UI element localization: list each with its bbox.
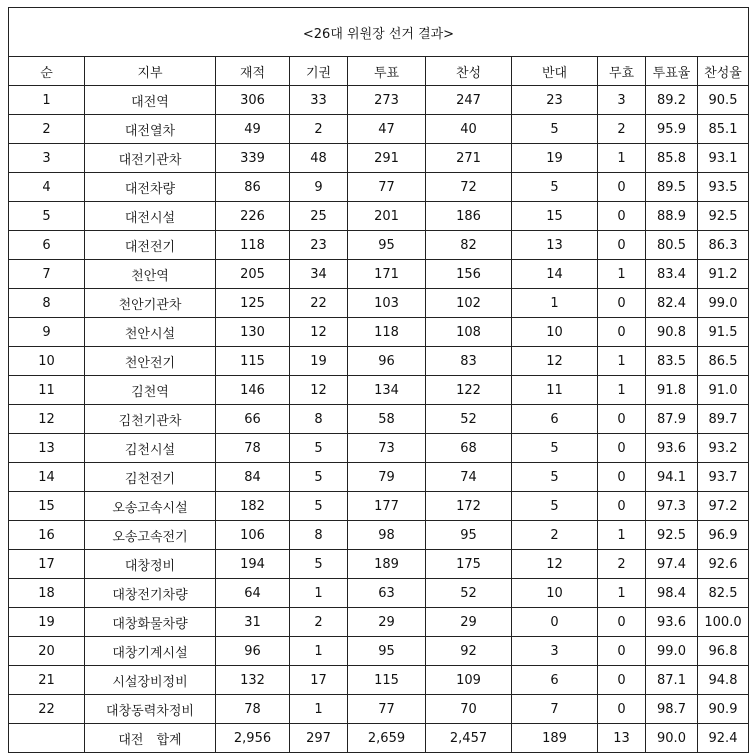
cell-branch: 천안역 xyxy=(85,260,216,289)
cell-branch: 천안전기 xyxy=(85,347,216,376)
cell-enrolled: 130 xyxy=(216,318,290,347)
table-row xyxy=(9,550,749,579)
cell-no: 16 xyxy=(9,521,85,550)
cell-enrolled: 86 xyxy=(216,173,290,202)
cell-votes: 291 xyxy=(348,144,426,173)
cell-invalid: 0 xyxy=(598,492,646,521)
table-row xyxy=(9,289,749,318)
total-cell-turnout: 90.0 xyxy=(646,724,698,753)
cell-no-vote: 23 xyxy=(512,86,598,115)
cell-turnout: 88.9 xyxy=(646,202,698,231)
cell-votes: 63 xyxy=(348,579,426,608)
cell-enrolled: 84 xyxy=(216,463,290,492)
cell-yes: 175 xyxy=(426,550,512,579)
cell-enrolled: 125 xyxy=(216,289,290,318)
cell-yes: 29 xyxy=(426,608,512,637)
cell-invalid: 0 xyxy=(598,231,646,260)
cell-no-vote: 5 xyxy=(512,173,598,202)
cell-invalid: 0 xyxy=(598,173,646,202)
cell-no-vote: 15 xyxy=(512,202,598,231)
table-row xyxy=(9,579,749,608)
total-cell-votes: 2,659 xyxy=(348,724,426,753)
cell-branch: 대창기계시설 xyxy=(85,637,216,666)
cell-no-vote: 1 xyxy=(512,289,598,318)
cell-no: 3 xyxy=(9,144,85,173)
title-row xyxy=(9,8,749,57)
cell-yes: 82 xyxy=(426,231,512,260)
cell-yes: 247 xyxy=(426,86,512,115)
cell-no: 7 xyxy=(9,260,85,289)
cell-no: 11 xyxy=(9,376,85,405)
cell-turnout: 98.4 xyxy=(646,579,698,608)
header-row xyxy=(9,57,749,86)
cell-approval: 92.5 xyxy=(698,202,749,231)
cell-no: 5 xyxy=(9,202,85,231)
cell-votes: 103 xyxy=(348,289,426,318)
cell-enrolled: 66 xyxy=(216,405,290,434)
cell-turnout: 93.6 xyxy=(646,434,698,463)
cell-invalid: 2 xyxy=(598,550,646,579)
cell-votes: 273 xyxy=(348,86,426,115)
cell-votes: 79 xyxy=(348,463,426,492)
cell-no: 9 xyxy=(9,318,85,347)
cell-abstain: 22 xyxy=(290,289,348,318)
cell-approval: 96.8 xyxy=(698,637,749,666)
cell-approval: 100.0 xyxy=(698,608,749,637)
cell-no: 1 xyxy=(9,86,85,115)
cell-approval: 93.7 xyxy=(698,463,749,492)
cell-approval: 86.3 xyxy=(698,231,749,260)
cell-branch: 김천역 xyxy=(85,376,216,405)
table-row xyxy=(9,463,749,492)
cell-approval: 86.5 xyxy=(698,347,749,376)
cell-turnout: 90.8 xyxy=(646,318,698,347)
table-row xyxy=(9,144,749,173)
header-turnout: 투표율 xyxy=(646,57,698,86)
cell-votes: 47 xyxy=(348,115,426,144)
table-row xyxy=(9,318,749,347)
cell-approval: 91.0 xyxy=(698,376,749,405)
cell-turnout: 97.4 xyxy=(646,550,698,579)
table-row xyxy=(9,405,749,434)
cell-no: 15 xyxy=(9,492,85,521)
cell-yes: 52 xyxy=(426,579,512,608)
cell-turnout: 85.8 xyxy=(646,144,698,173)
cell-yes: 172 xyxy=(426,492,512,521)
cell-votes: 58 xyxy=(348,405,426,434)
header-votes: 투표 xyxy=(348,57,426,86)
cell-votes: 29 xyxy=(348,608,426,637)
cell-abstain: 9 xyxy=(290,173,348,202)
cell-votes: 95 xyxy=(348,231,426,260)
cell-votes: 171 xyxy=(348,260,426,289)
cell-no-vote: 7 xyxy=(512,695,598,724)
cell-no: 4 xyxy=(9,173,85,202)
header-branch: 지부 xyxy=(85,57,216,86)
header-abstain: 기권 xyxy=(290,57,348,86)
cell-no-vote: 3 xyxy=(512,637,598,666)
cell-enrolled: 118 xyxy=(216,231,290,260)
table-row xyxy=(9,492,749,521)
total-cell-no-vote: 189 xyxy=(512,724,598,753)
cell-enrolled: 106 xyxy=(216,521,290,550)
cell-no-vote: 10 xyxy=(512,579,598,608)
cell-yes: 102 xyxy=(426,289,512,318)
cell-yes: 92 xyxy=(426,637,512,666)
cell-invalid: 0 xyxy=(598,405,646,434)
cell-invalid: 0 xyxy=(598,318,646,347)
total-cell-enrolled: 2,956 xyxy=(216,724,290,753)
election-results-table xyxy=(8,7,749,753)
cell-abstain: 33 xyxy=(290,86,348,115)
cell-abstain: 17 xyxy=(290,666,348,695)
cell-turnout: 91.8 xyxy=(646,376,698,405)
cell-turnout: 93.6 xyxy=(646,608,698,637)
cell-enrolled: 182 xyxy=(216,492,290,521)
cell-turnout: 87.9 xyxy=(646,405,698,434)
table-row xyxy=(9,666,749,695)
cell-no: 13 xyxy=(9,434,85,463)
total-cell-approval: 92.4 xyxy=(698,724,749,753)
cell-invalid: 0 xyxy=(598,695,646,724)
cell-invalid: 0 xyxy=(598,463,646,492)
cell-turnout: 92.5 xyxy=(646,521,698,550)
cell-yes: 83 xyxy=(426,347,512,376)
cell-yes: 40 xyxy=(426,115,512,144)
cell-branch: 천안시설 xyxy=(85,318,216,347)
cell-branch: 김천시설 xyxy=(85,434,216,463)
cell-votes: 96 xyxy=(348,347,426,376)
cell-branch: 대창동력차정비 xyxy=(85,695,216,724)
cell-enrolled: 78 xyxy=(216,695,290,724)
cell-votes: 134 xyxy=(348,376,426,405)
cell-abstain: 19 xyxy=(290,347,348,376)
table-title: <26대 위원장 선거 결과> xyxy=(9,8,749,57)
cell-invalid: 0 xyxy=(598,666,646,695)
cell-no: 17 xyxy=(9,550,85,579)
cell-yes: 74 xyxy=(426,463,512,492)
cell-branch: 김천기관차 xyxy=(85,405,216,434)
results-table-container xyxy=(8,7,749,753)
cell-approval: 85.1 xyxy=(698,115,749,144)
header-approval: 찬성율 xyxy=(698,57,749,86)
cell-abstain: 34 xyxy=(290,260,348,289)
cell-no: 8 xyxy=(9,289,85,318)
cell-no-vote: 19 xyxy=(512,144,598,173)
cell-no-vote: 11 xyxy=(512,376,598,405)
cell-no: 20 xyxy=(9,637,85,666)
total-cell-abstain: 297 xyxy=(290,724,348,753)
cell-invalid: 1 xyxy=(598,144,646,173)
cell-branch: 천안기관차 xyxy=(85,289,216,318)
cell-abstain: 2 xyxy=(290,115,348,144)
cell-votes: 77 xyxy=(348,695,426,724)
cell-abstain: 23 xyxy=(290,231,348,260)
cell-branch: 대전역 xyxy=(85,86,216,115)
cell-yes: 109 xyxy=(426,666,512,695)
table-row xyxy=(9,115,749,144)
cell-no-vote: 10 xyxy=(512,318,598,347)
cell-branch: 대전시설 xyxy=(85,202,216,231)
table-row xyxy=(9,695,749,724)
cell-enrolled: 194 xyxy=(216,550,290,579)
cell-branch: 대전기관차 xyxy=(85,144,216,173)
cell-votes: 77 xyxy=(348,173,426,202)
cell-no: 21 xyxy=(9,666,85,695)
cell-approval: 96.9 xyxy=(698,521,749,550)
cell-votes: 118 xyxy=(348,318,426,347)
cell-enrolled: 78 xyxy=(216,434,290,463)
cell-yes: 271 xyxy=(426,144,512,173)
cell-enrolled: 146 xyxy=(216,376,290,405)
cell-turnout: 94.1 xyxy=(646,463,698,492)
cell-turnout: 98.7 xyxy=(646,695,698,724)
table-row xyxy=(9,434,749,463)
cell-abstain: 1 xyxy=(290,637,348,666)
total-cell-invalid: 13 xyxy=(598,724,646,753)
cell-invalid: 2 xyxy=(598,115,646,144)
cell-no-vote: 5 xyxy=(512,492,598,521)
header-no: 순 xyxy=(9,57,85,86)
total-cell-yes: 2,457 xyxy=(426,724,512,753)
cell-approval: 90.5 xyxy=(698,86,749,115)
cell-branch: 대전전기 xyxy=(85,231,216,260)
cell-abstain: 5 xyxy=(290,463,348,492)
cell-turnout: 82.4 xyxy=(646,289,698,318)
cell-invalid: 1 xyxy=(598,260,646,289)
cell-votes: 201 xyxy=(348,202,426,231)
cell-yes: 156 xyxy=(426,260,512,289)
cell-approval: 99.0 xyxy=(698,289,749,318)
cell-turnout: 97.3 xyxy=(646,492,698,521)
cell-turnout: 87.1 xyxy=(646,666,698,695)
cell-abstain: 1 xyxy=(290,695,348,724)
cell-abstain: 25 xyxy=(290,202,348,231)
cell-votes: 98 xyxy=(348,521,426,550)
header-enrolled: 재적 xyxy=(216,57,290,86)
cell-no-vote: 2 xyxy=(512,521,598,550)
cell-yes: 52 xyxy=(426,405,512,434)
cell-abstain: 48 xyxy=(290,144,348,173)
cell-no: 19 xyxy=(9,608,85,637)
cell-branch: 시설장비정비 xyxy=(85,666,216,695)
cell-invalid: 1 xyxy=(598,521,646,550)
cell-enrolled: 115 xyxy=(216,347,290,376)
cell-invalid: 0 xyxy=(598,434,646,463)
cell-enrolled: 64 xyxy=(216,579,290,608)
cell-approval: 93.5 xyxy=(698,173,749,202)
cell-no-vote: 5 xyxy=(512,115,598,144)
cell-approval: 82.5 xyxy=(698,579,749,608)
cell-no-vote: 6 xyxy=(512,666,598,695)
cell-votes: 115 xyxy=(348,666,426,695)
cell-yes: 68 xyxy=(426,434,512,463)
cell-branch: 대창전기차량 xyxy=(85,579,216,608)
cell-enrolled: 226 xyxy=(216,202,290,231)
cell-turnout: 89.5 xyxy=(646,173,698,202)
cell-no: 6 xyxy=(9,231,85,260)
cell-no: 2 xyxy=(9,115,85,144)
cell-enrolled: 306 xyxy=(216,86,290,115)
cell-approval: 92.6 xyxy=(698,550,749,579)
cell-no-vote: 12 xyxy=(512,347,598,376)
cell-enrolled: 132 xyxy=(216,666,290,695)
cell-enrolled: 339 xyxy=(216,144,290,173)
cell-enrolled: 31 xyxy=(216,608,290,637)
cell-approval: 90.9 xyxy=(698,695,749,724)
cell-votes: 177 xyxy=(348,492,426,521)
table-row xyxy=(9,202,749,231)
cell-approval: 93.1 xyxy=(698,144,749,173)
cell-votes: 73 xyxy=(348,434,426,463)
cell-branch: 대전차량 xyxy=(85,173,216,202)
cell-no-vote: 13 xyxy=(512,231,598,260)
cell-abstain: 5 xyxy=(290,434,348,463)
cell-approval: 89.7 xyxy=(698,405,749,434)
table-row xyxy=(9,260,749,289)
cell-abstain: 5 xyxy=(290,492,348,521)
cell-no: 18 xyxy=(9,579,85,608)
cell-no-vote: 6 xyxy=(512,405,598,434)
cell-turnout: 83.4 xyxy=(646,260,698,289)
cell-votes: 95 xyxy=(348,637,426,666)
cell-turnout: 80.5 xyxy=(646,231,698,260)
cell-invalid: 1 xyxy=(598,347,646,376)
cell-branch: 오송고속전기 xyxy=(85,521,216,550)
cell-invalid: 3 xyxy=(598,86,646,115)
cell-enrolled: 96 xyxy=(216,637,290,666)
cell-enrolled: 49 xyxy=(216,115,290,144)
cell-branch: 김천전기 xyxy=(85,463,216,492)
cell-no: 14 xyxy=(9,463,85,492)
cell-abstain: 5 xyxy=(290,550,348,579)
table-row xyxy=(9,347,749,376)
cell-yes: 70 xyxy=(426,695,512,724)
total-cell-branch: 대전 합계 xyxy=(85,724,216,753)
cell-approval: 91.5 xyxy=(698,318,749,347)
cell-turnout: 89.2 xyxy=(646,86,698,115)
cell-no: 10 xyxy=(9,347,85,376)
cell-yes: 95 xyxy=(426,521,512,550)
table-row xyxy=(9,637,749,666)
cell-turnout: 99.0 xyxy=(646,637,698,666)
cell-no-vote: 12 xyxy=(512,550,598,579)
cell-no-vote: 5 xyxy=(512,434,598,463)
cell-abstain: 8 xyxy=(290,521,348,550)
cell-abstain: 12 xyxy=(290,376,348,405)
cell-yes: 122 xyxy=(426,376,512,405)
header-no-vote: 반대 xyxy=(512,57,598,86)
cell-turnout: 83.5 xyxy=(646,347,698,376)
cell-invalid: 0 xyxy=(598,637,646,666)
total-cell-no xyxy=(9,724,85,753)
cell-abstain: 8 xyxy=(290,405,348,434)
cell-branch: 대창정비 xyxy=(85,550,216,579)
cell-no: 22 xyxy=(9,695,85,724)
header-invalid: 무효 xyxy=(598,57,646,86)
cell-yes: 186 xyxy=(426,202,512,231)
cell-yes: 72 xyxy=(426,173,512,202)
cell-no-vote: 14 xyxy=(512,260,598,289)
table-row xyxy=(9,521,749,550)
cell-votes: 189 xyxy=(348,550,426,579)
total-row xyxy=(9,724,749,753)
cell-abstain: 2 xyxy=(290,608,348,637)
cell-invalid: 0 xyxy=(598,608,646,637)
cell-abstain: 1 xyxy=(290,579,348,608)
cell-no: 12 xyxy=(9,405,85,434)
cell-approval: 91.2 xyxy=(698,260,749,289)
table-row xyxy=(9,608,749,637)
cell-invalid: 1 xyxy=(598,579,646,608)
table-row xyxy=(9,173,749,202)
cell-branch: 대창화물차량 xyxy=(85,608,216,637)
header-yes: 찬성 xyxy=(426,57,512,86)
cell-no-vote: 5 xyxy=(512,463,598,492)
table-row xyxy=(9,231,749,260)
cell-approval: 97.2 xyxy=(698,492,749,521)
cell-enrolled: 205 xyxy=(216,260,290,289)
cell-branch: 대전열차 xyxy=(85,115,216,144)
cell-approval: 93.2 xyxy=(698,434,749,463)
cell-approval: 94.8 xyxy=(698,666,749,695)
table-row xyxy=(9,376,749,405)
cell-no-vote: 0 xyxy=(512,608,598,637)
cell-invalid: 0 xyxy=(598,202,646,231)
cell-branch: 오송고속시설 xyxy=(85,492,216,521)
cell-invalid: 1 xyxy=(598,376,646,405)
cell-yes: 108 xyxy=(426,318,512,347)
cell-abstain: 12 xyxy=(290,318,348,347)
table-row xyxy=(9,86,749,115)
cell-invalid: 0 xyxy=(598,289,646,318)
cell-turnout: 95.9 xyxy=(646,115,698,144)
